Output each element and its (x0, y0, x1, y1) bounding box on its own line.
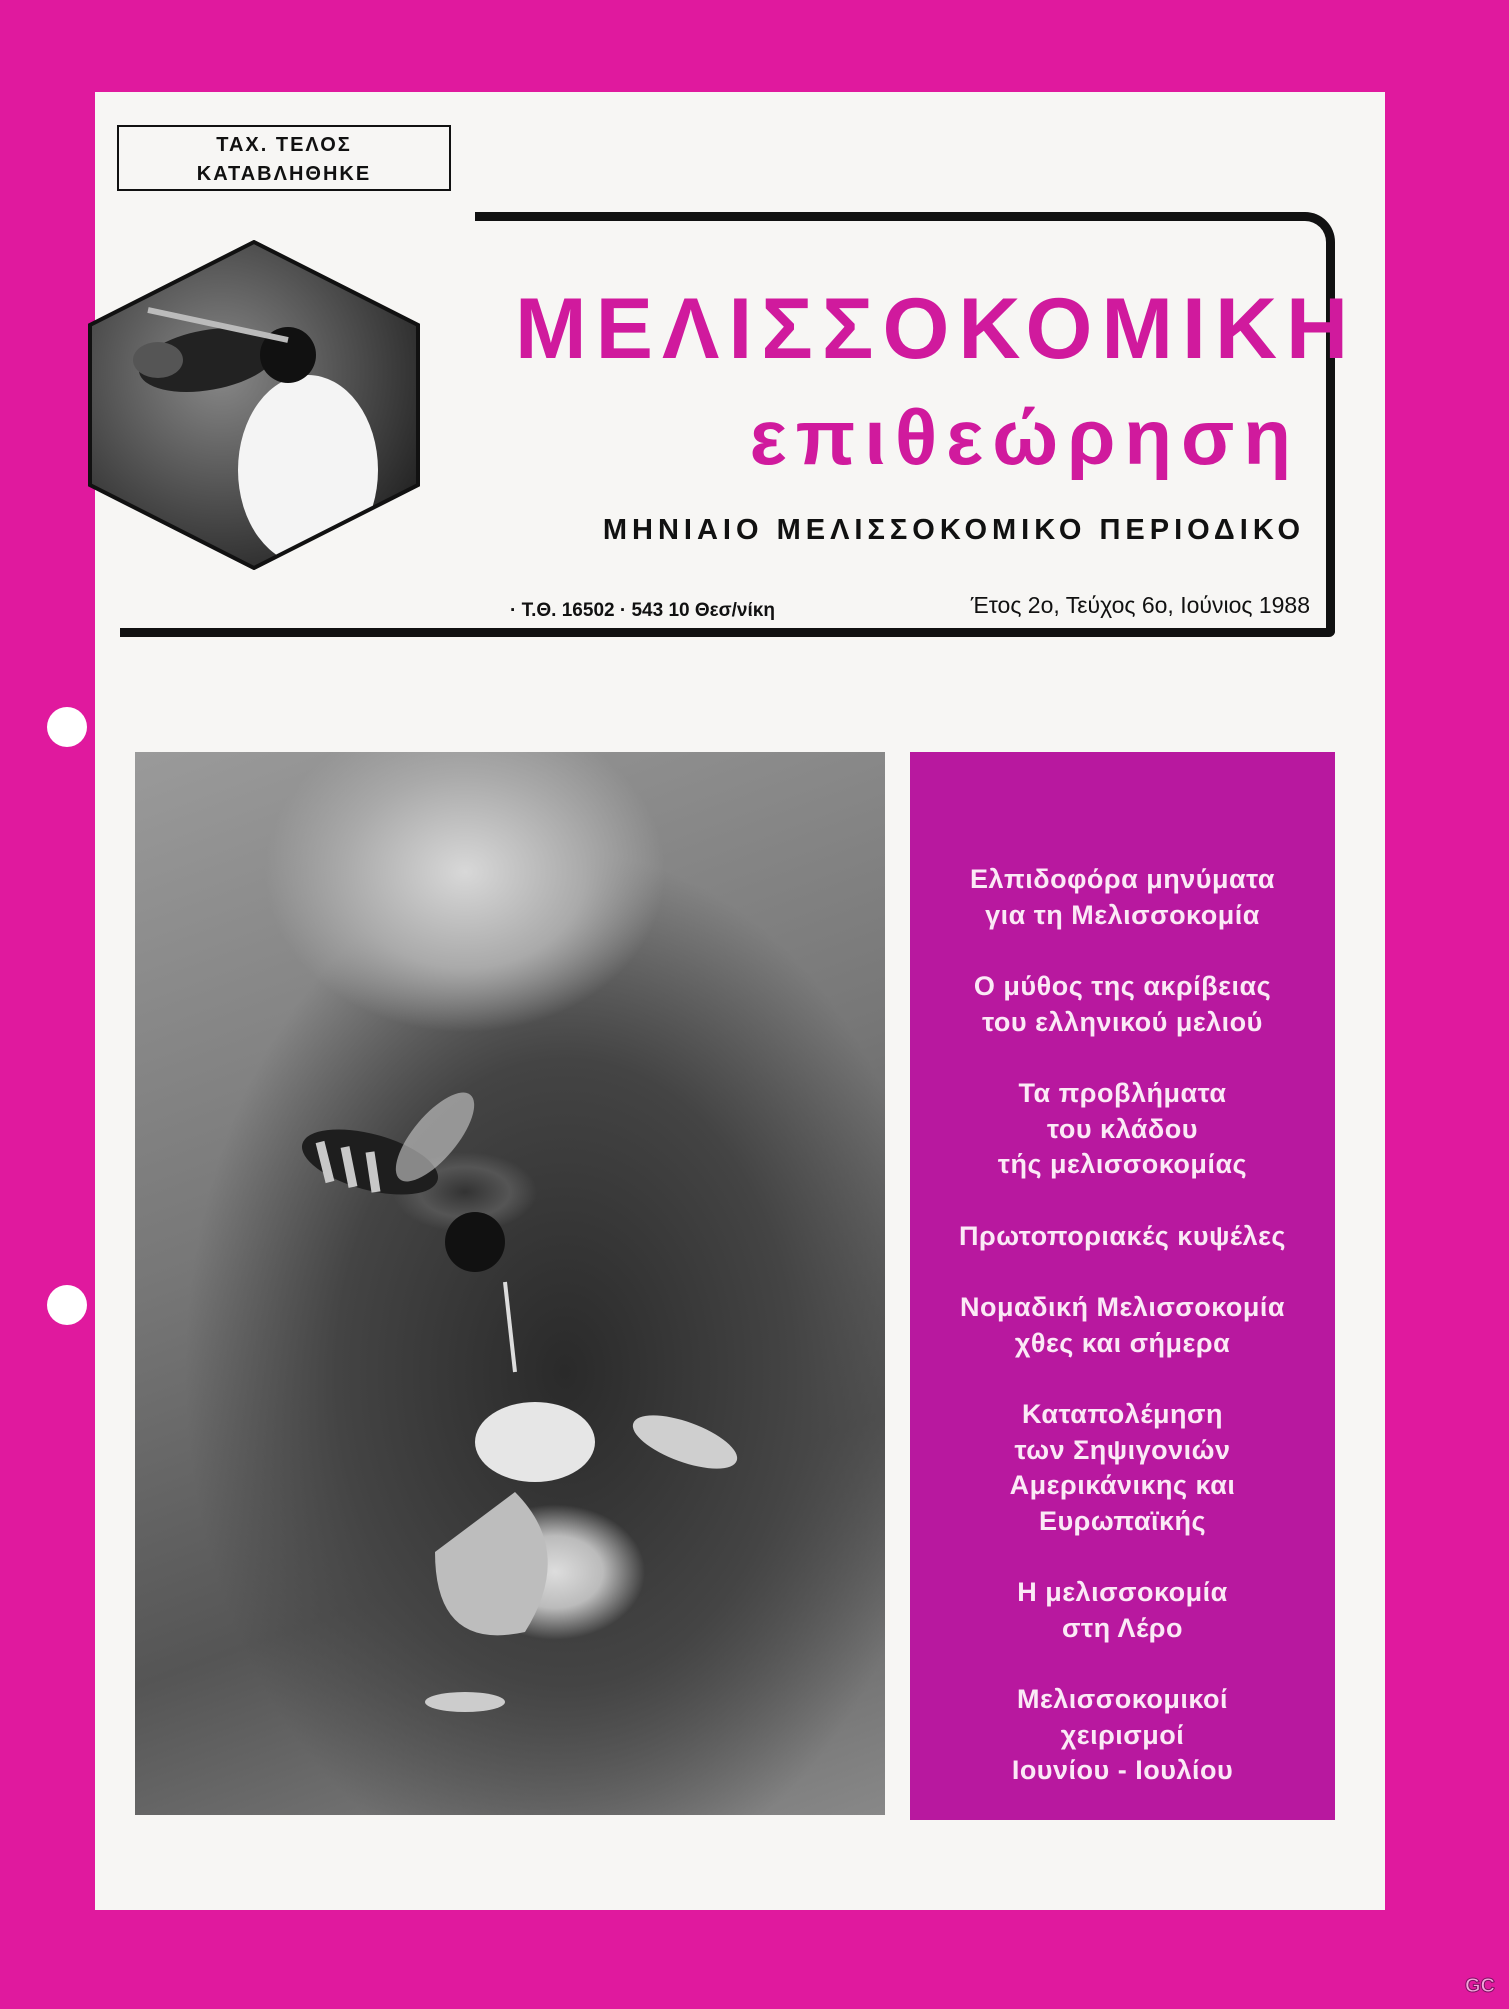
contents-line: Ευρωπαϊκής (1038, 1505, 1207, 1536)
masthead-rule (120, 628, 520, 637)
contents-line: χθες και σήμερα (1014, 1327, 1231, 1358)
magazine-subtitle: επιθεώρηση (749, 393, 1300, 481)
stamp-line: ΤΑΧ. ΤΕΛΟΣ (216, 134, 352, 156)
postage-paid-stamp (117, 125, 451, 191)
magazine-tagline: ΜΗΝΙΑΙΟ ΜΕΛΙΣΣΟΚΟΜΙΚΟ ΠΕΡΙΟΔΙΚΟ (602, 514, 1305, 546)
contents-line: Μελισσοκομικοί (1016, 1684, 1229, 1714)
bee-hexagon-logo (88, 240, 420, 570)
contents-line: του ελληνικού μελιού (982, 1006, 1263, 1037)
bee-illustration (135, 752, 885, 1815)
magazine-title: ΜΕΛΙΣΣΟΚΟΜΙΚΗ (515, 281, 1358, 377)
contents-line: Πρωτοποριακές κυψέλες (959, 1220, 1286, 1251)
contents-item[interactable] (910, 969, 1335, 1040)
contents-item[interactable] (910, 1682, 1335, 1789)
contents-line: Ελπιδοφόρα μηνύματα (970, 864, 1275, 894)
contents-line: Αμερικάνικης και (1009, 1470, 1236, 1500)
contents-item[interactable] (910, 1397, 1335, 1539)
contents-line: Η μελισσοκομία (1017, 1577, 1228, 1607)
contents-line: για τη Μελισσοκομία (985, 899, 1260, 930)
contents-item[interactable] (910, 862, 1335, 933)
contents-item[interactable] (910, 1290, 1335, 1361)
stamp-line: ΚΑΤΑΒΛΗΘΗΚΕ (196, 163, 372, 185)
contents-item[interactable] (910, 1219, 1335, 1255)
contents-line: Ο μύθος της ακρίβειας (973, 971, 1272, 1001)
postal-address: · Τ.Θ. 16502 · 543 10 Θεσ/νίκη (510, 600, 775, 621)
contents-item[interactable] (910, 1575, 1335, 1646)
contents-item[interactable] (910, 1076, 1335, 1183)
punch-hole (47, 1285, 87, 1325)
contents-line: χειρισμοί (1060, 1719, 1185, 1750)
contents-line: Καταπολέμηση (1022, 1399, 1223, 1429)
issue-info: Έτος 2ο, Τεύχος 6ο, Ιούνιος 1988 (970, 592, 1310, 618)
contents-line: Ιουνίου - Ιουλίου (1011, 1755, 1234, 1785)
contents-line: των Σηψιγονιών (1014, 1434, 1231, 1465)
contents-line: τής μελισσοκομίας (997, 1149, 1248, 1179)
contents-box (910, 752, 1335, 1820)
bee-on-flower-photo (135, 752, 885, 1815)
contents-line: Νομαδική Μελισσοκομία (959, 1292, 1286, 1322)
punch-hole (47, 707, 87, 747)
contents-line: στη Λέρο (1062, 1612, 1183, 1643)
contents-line: Τα προβλήματα (1018, 1078, 1227, 1108)
contents-line: του κλάδου (1047, 1113, 1198, 1144)
watermark-logo: GC (1465, 1975, 1495, 1997)
